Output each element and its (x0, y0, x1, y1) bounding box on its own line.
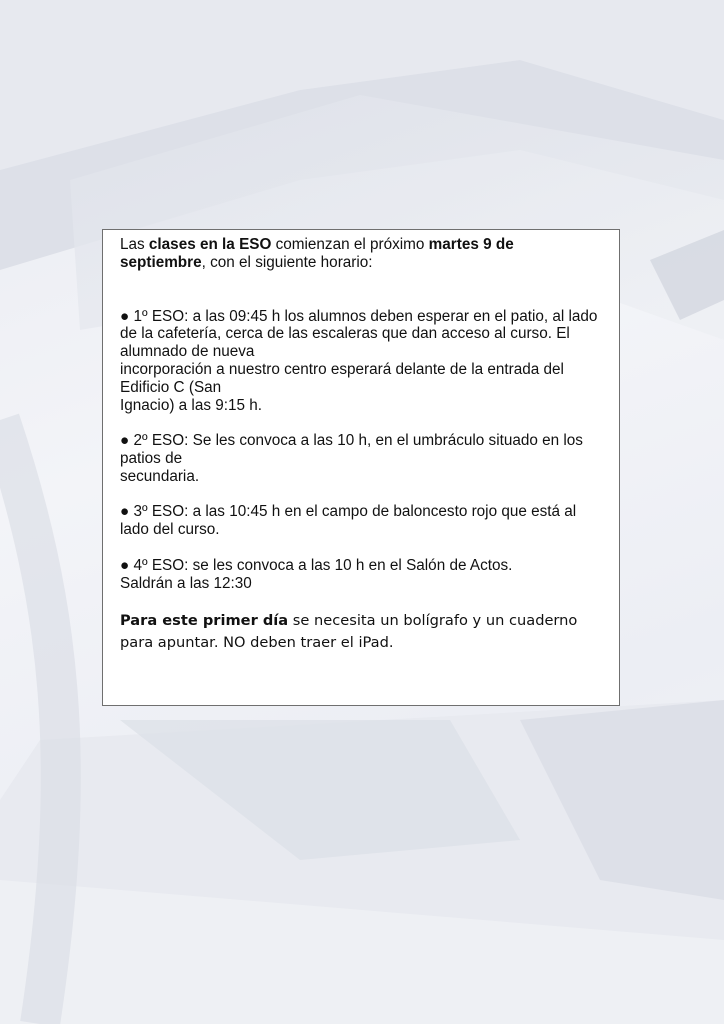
item-line: ● 4º ESO: se les convoca a las 10 h en el Salón de Actos. (120, 556, 513, 574)
item-line: ● 1º ESO: a las 09:45 h los alumnos deben esperar en el patio, al lado de la cafetería, cerca de las escaleras que dan acceso al curso. El alumnado de nueva (120, 307, 598, 361)
schedule-item-2eso (120, 432, 603, 485)
intro-bold-fecha: martes 9 de septiembre (120, 236, 514, 271)
closing-paragraph (120, 610, 603, 654)
item-line: ● 3º ESO: a las 10:45 h en el campo de baloncesto rojo que está al lado del curso. (120, 503, 577, 539)
schedule-item-1eso (120, 308, 603, 415)
item-line: incorporación a nuestro centro esperará delante de la entrada del Edificio C (San (120, 360, 564, 396)
closing-text: se necesita un bolígrafo y un cuaderno para apuntar. NO deben traer el iPad. (120, 612, 578, 652)
item-line: ● 2º ESO: Se les convoca a las 10 h, en el umbráculo situado en los patios de (120, 432, 583, 467)
closing-bold: Para este primer día (120, 612, 289, 630)
item-line: Saldrán a las 12:30 (120, 574, 252, 592)
intro-text: comienzan el próximo (271, 236, 429, 253)
intro-paragraph (120, 236, 603, 272)
intro-text: , con el siguiente horario: (201, 253, 373, 271)
item-line: Ignacio) a las 9:15 h. (120, 396, 263, 414)
schedule-item-4eso (120, 557, 603, 593)
intro-bold-clases: clases en la ESO (148, 236, 272, 253)
intro-text: Las (120, 236, 149, 253)
notice-box (102, 229, 620, 706)
item-line: secundaria. (120, 467, 200, 485)
schedule-item-3eso (120, 503, 603, 539)
